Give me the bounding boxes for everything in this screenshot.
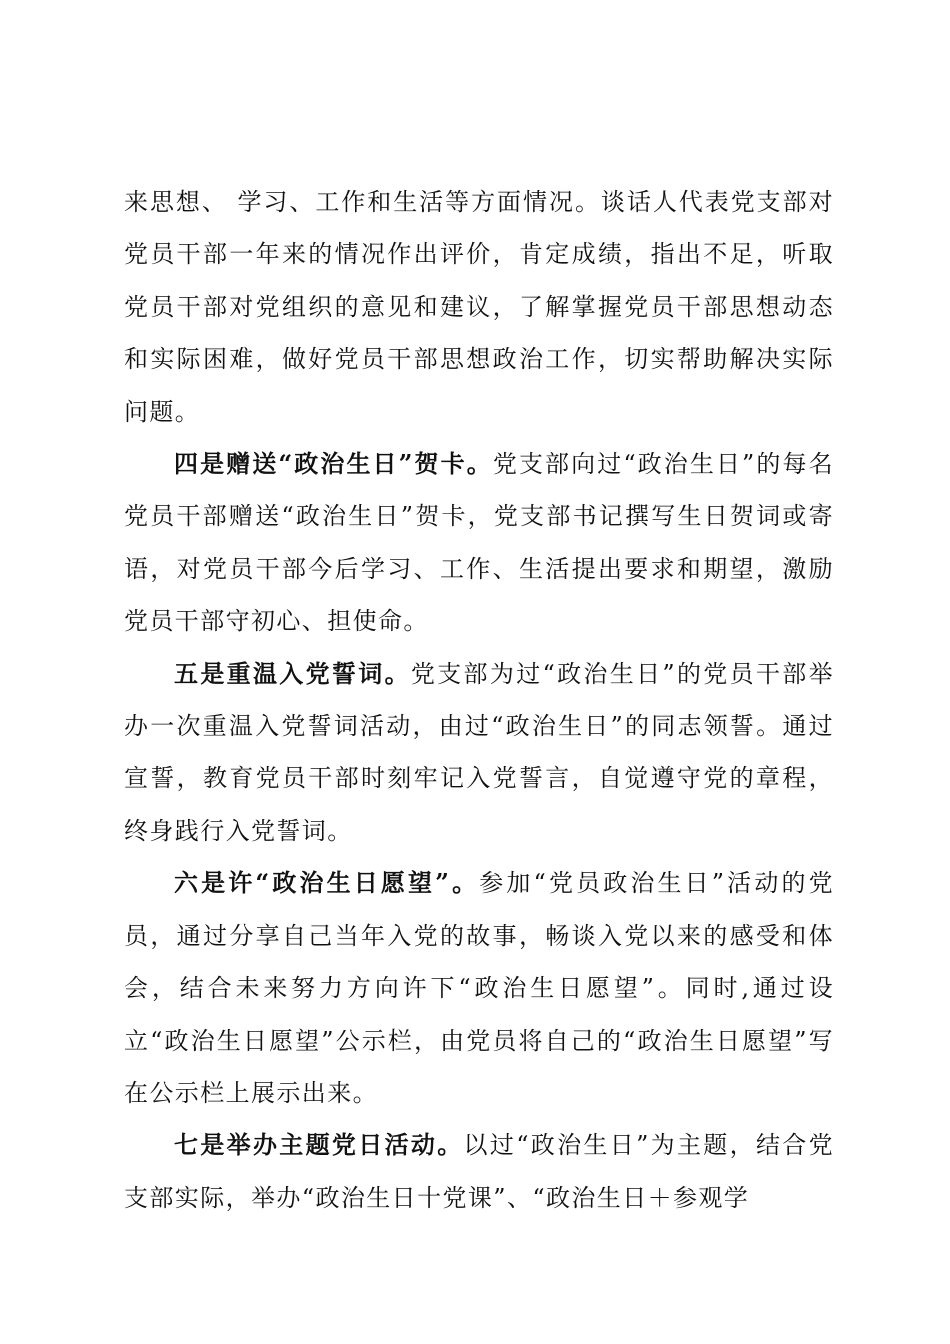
paragraph-continuation (124, 176, 834, 438)
paragraph-text: 以过“政治生日”为主题，结合党支部实际，举办“政治生日十党课”、“政治生日＋参观学 (124, 1131, 834, 1212)
paragraph-lead: 五是重温入党誓词。 (174, 658, 411, 688)
paragraph-text: 参加“党员政治生日”活动的党员，通过分享自己当年入党的故事，畅谈入党以来的感受和体会，结合未来努力方向许下“政治生日愿望”。同时,通过设立“政治生日愿望”公示栏，由党员将自己的“政治生日愿望”写在公示栏上展示出来。 (124, 869, 834, 1107)
paragraph-item-four (124, 438, 834, 648)
paragraph-text: 党支部为过“政治生日”的党员干部举办一次重温入党誓词活动，由过“政治生日”的同志领誓。通过宣誓，教育党员干部时刻牢记入党誓言，自觉遵守党的章程，终身践行入党誓词。 (124, 659, 834, 845)
paragraph-lead: 七是举办主题党日活动。 (174, 1130, 464, 1160)
paragraph-item-seven (124, 1119, 834, 1224)
document-body (124, 176, 834, 1224)
paragraph-item-six (124, 857, 834, 1119)
paragraph-text: 来思想、 学习、工作和生活等方面情况。谈话人代表党支部对党员干部一年来的情况作出评价，肯定成绩，指出不足，听取党员干部对党组织的意见和建议，了解掌握党员干部思想动态和实际困难，做好党员干部思想政治工作，切实帮助解决实际问题。 (124, 188, 834, 426)
paragraph-text: 党支部向过“政治生日”的每名党员干部赠送“政治生日”贺卡，党支部书记撰写生日贺词或寄语，对党员干部今后学习、工作、生活提出要求和期望，激励党员干部守初心、担使命。 (124, 450, 835, 636)
paragraph-lead: 四是赠送“政治生日”贺卡。 (174, 449, 493, 479)
paragraph-item-five (124, 648, 834, 858)
paragraph-lead: 六是许“政治生日愿望”。 (174, 868, 480, 898)
